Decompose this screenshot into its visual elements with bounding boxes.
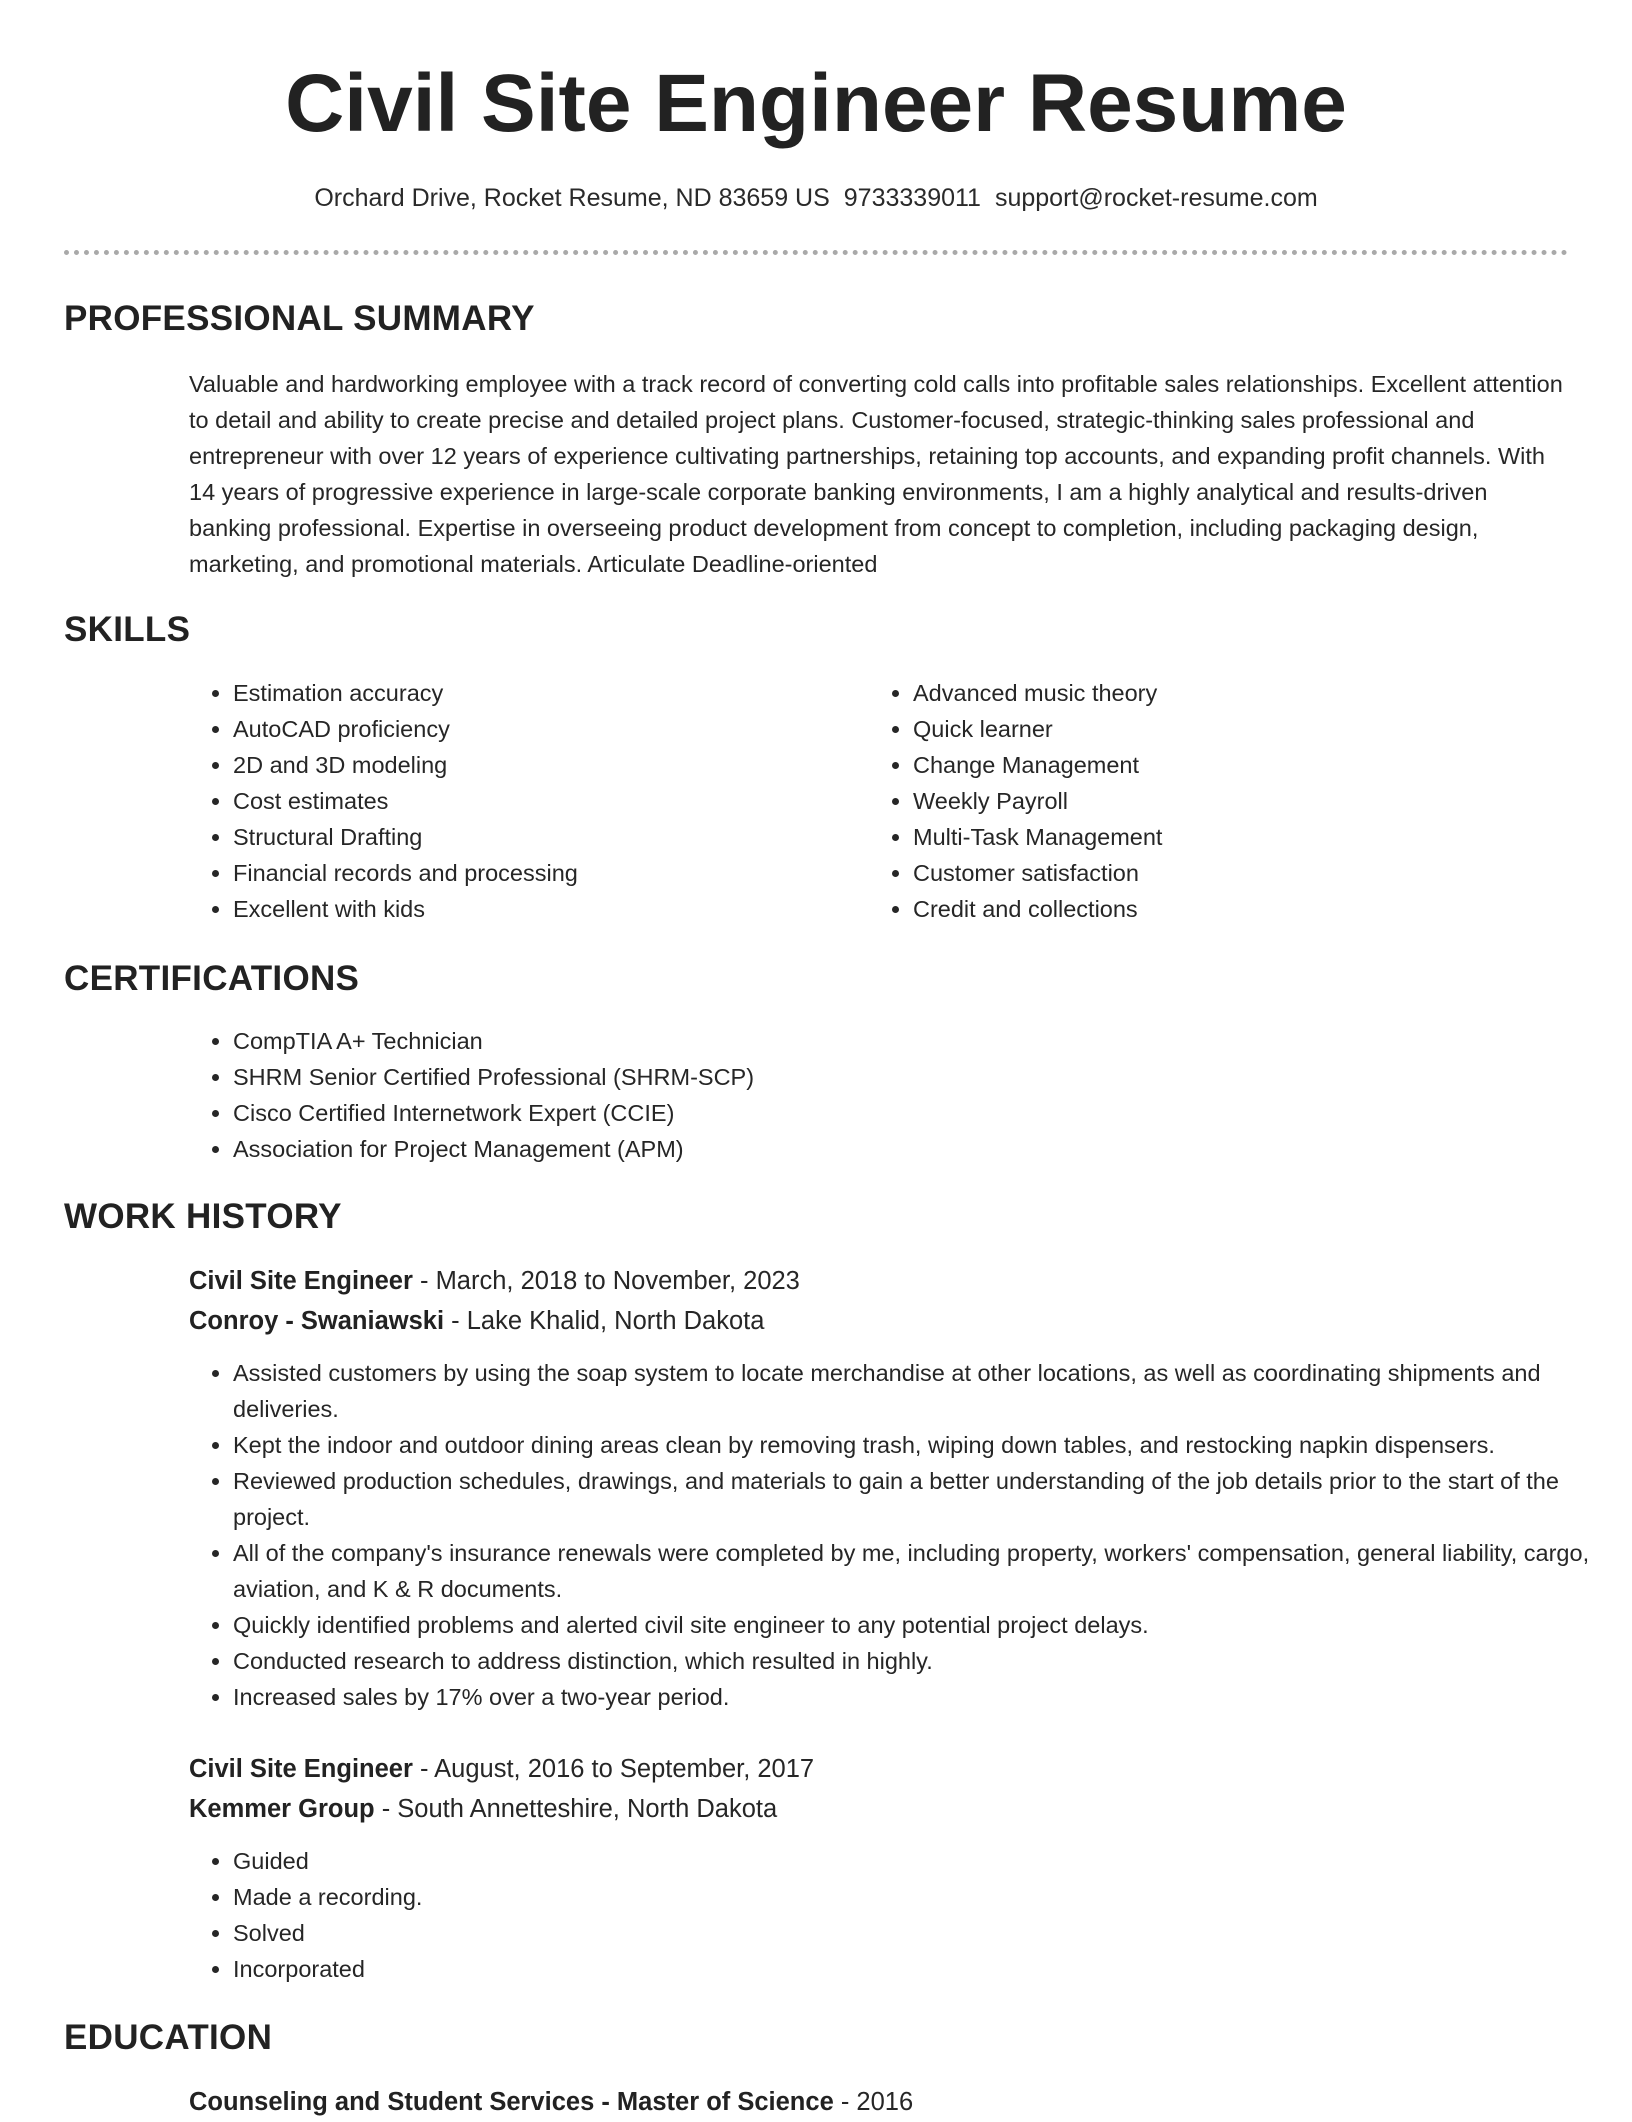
skill-item: • Structural Drafting — [233, 819, 853, 855]
summary-text: Valuable and hardworking employee with a track record of converting cold calls into profitable sales relationships. Excellent attention to detail and ability to create precise and detailed project plans. Customer-focused, strategic-thinking sales professional and entrepreneur with over 12 years of experience cultivating partnerships, retaining top accounts, and expanding profit channels. With 14 years of progressive experience in large-scale corporate banking environments, I am a highly analytical and results-driven banking professional. Expertise in overseeing product development from concept to completion, including packaging design, marketing, and promotional materials. Articulate Deadline-oriented — [189, 371, 1563, 577]
contact-phone: 9733339011 — [843, 184, 981, 212]
job-bullet: • Assisted customers by using the soap system to locate merchandise at other locations, as well as coordinating shipments and deliveries. — [233, 1355, 1613, 1427]
skill-item: • Cost estimates — [233, 783, 853, 819]
job-dates: - August, 2016 to September, 2017 — [412, 1755, 815, 1783]
skill-item: • Estimation accuracy — [233, 675, 853, 711]
job-bullet: • Made a recording. — [233, 1879, 1613, 1915]
job-location: - Lake Khalid, North Dakota — [444, 1307, 765, 1335]
skills-heading: SKILLS — [64, 610, 191, 649]
certification-item: • CompTIA A+ Technician — [233, 1023, 1533, 1059]
job-company: Kemmer Group — [189, 1795, 375, 1823]
job-location: - South Annetteshire, North Dakota — [374, 1795, 778, 1823]
skill-item: • Weekly Payroll — [913, 783, 1533, 819]
skills-list-right — [869, 675, 1533, 927]
job-role: Civil Site Engineer — [189, 1755, 413, 1783]
skill-item: • Advanced music theory — [913, 675, 1533, 711]
job-company-line — [189, 1301, 764, 1341]
certification-item: • Cisco Certified Internetwork Expert (CCIE) — [233, 1095, 1533, 1131]
resume-title: Civil Site Engineer Resume — [285, 58, 1347, 149]
job-bullet: • Incorporated — [233, 1951, 1613, 1987]
certification-item: • SHRM Senior Certified Professional (SHRM-SCP) — [233, 1059, 1533, 1095]
certifications-heading: CERTIFICATIONS — [64, 959, 360, 998]
skill-item: • Customer satisfaction — [913, 855, 1533, 891]
skill-item: • Financial records and processing — [233, 855, 853, 891]
education-heading: EDUCATION — [64, 2018, 273, 2057]
skill-item: • Quick learner — [913, 711, 1533, 747]
certifications-list — [189, 1023, 1533, 1167]
education-year: - 2016 — [833, 2088, 914, 2116]
job-dates: - March, 2018 to November, 2023 — [412, 1267, 800, 1295]
skill-item: • Credit and collections — [913, 891, 1533, 927]
certification-item: • Association for Project Management (APM) — [233, 1131, 1533, 1167]
header-divider — [64, 250, 1568, 255]
job-bullet: • Guided — [233, 1843, 1613, 1879]
summary-heading: PROFESSIONAL SUMMARY — [64, 299, 535, 338]
skill-item: • Change Management — [913, 747, 1533, 783]
job-title-line — [189, 1261, 800, 1301]
job-bullet: • All of the company's insurance renewals were completed by me, including property, workers' compensation, general liability, cargo, aviation, and K & R documents. — [233, 1535, 1613, 1607]
skills-list-left — [189, 675, 853, 927]
skill-item: • Excellent with kids — [233, 891, 853, 927]
contact-info — [0, 180, 1632, 216]
job-company: Conroy - Swaniawski — [189, 1307, 445, 1335]
skill-item: • AutoCAD proficiency — [233, 711, 853, 747]
job-bullet: • Increased sales by 17% over a two-year period. — [233, 1679, 1613, 1715]
job-bullets — [189, 1355, 1613, 1715]
job-bullet: • Reviewed production schedules, drawings, and materials to gain a better understanding of the job details prior to the start of the project. — [233, 1463, 1613, 1535]
education-entry — [189, 2082, 913, 2122]
job-bullet: • Quickly identified problems and alerted civil site engineer to any potential project delays. — [233, 1607, 1613, 1643]
job-title-line — [189, 1749, 814, 1789]
job-bullet: • Conducted research to address distinction, which resulted in highly. — [233, 1643, 1613, 1679]
work-history-heading: WORK HISTORY — [64, 1197, 342, 1236]
job-bullet: • Solved — [233, 1915, 1613, 1951]
job-role: Civil Site Engineer — [189, 1267, 413, 1295]
skill-item: • 2D and 3D modeling — [233, 747, 853, 783]
skill-item: • Multi-Task Management — [913, 819, 1533, 855]
education-degree: Counseling and Student Services - Master of Science — [189, 2088, 834, 2116]
contact-email: support@rocket-resume.com — [994, 184, 1318, 212]
job-bullet: • Kept the indoor and outdoor dining areas clean by removing trash, wiping down tables, and restocking napkin dispensers. — [233, 1427, 1613, 1463]
contact-address: Orchard Drive, Rocket Resume, ND 83659 US — [314, 184, 830, 212]
job-company-line — [189, 1789, 777, 1829]
job-bullets — [189, 1843, 1613, 1987]
